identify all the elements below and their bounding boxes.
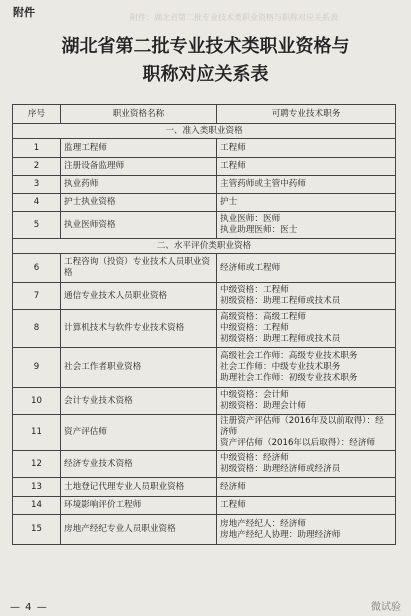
table-row bbox=[13, 158, 396, 176]
position-cell bbox=[217, 478, 396, 497]
position-cell bbox=[217, 348, 396, 388]
position-line: 工程师 bbox=[220, 142, 246, 153]
position-line: 注册资产评估师（2016年及以前取得）：经济师 bbox=[220, 416, 384, 437]
position-line: 房地产经纪人：经济师 bbox=[220, 518, 306, 529]
position-cell bbox=[217, 194, 396, 212]
position-line: 初级资格：助理经济师或经济员 bbox=[220, 464, 341, 474]
position-cell bbox=[217, 515, 396, 545]
position-line: 社会工作师：中级专业技术职务 bbox=[220, 362, 341, 372]
row-number: 1 bbox=[13, 139, 61, 158]
table-row bbox=[13, 478, 396, 497]
qualification-name: 执业药师 bbox=[61, 176, 217, 194]
row-number: 14 bbox=[13, 497, 61, 515]
row-number: 13 bbox=[13, 478, 61, 497]
header-qualification: 职业资格名称 bbox=[61, 105, 217, 124]
position-cell bbox=[217, 254, 396, 283]
qualification-name: 房地产经纪专业人员职业资格 bbox=[61, 515, 217, 545]
position-line: 初级资格：助理工程师或技术员 bbox=[220, 296, 341, 306]
row-number: 5 bbox=[13, 212, 61, 239]
table-row bbox=[13, 176, 396, 194]
row-number: 4 bbox=[13, 194, 61, 212]
position-line: 工程师 bbox=[220, 161, 246, 171]
table-row bbox=[13, 388, 396, 415]
qualification-name: 护士执业资格 bbox=[61, 194, 217, 212]
position-cell bbox=[217, 497, 396, 515]
qualification-name: 计算机技术与软件专业技术资格 bbox=[61, 310, 217, 348]
row-number: 2 bbox=[13, 158, 61, 176]
table-row bbox=[13, 283, 396, 310]
qualification-name: 会计专业技术资格 bbox=[61, 388, 217, 415]
position-line: 资产评估师（2016年以后取得）：经济师 bbox=[220, 438, 376, 448]
header-position: 可聘专业技术职务 bbox=[217, 105, 396, 124]
table-row bbox=[13, 415, 396, 451]
table-body bbox=[13, 124, 396, 545]
section-title: 二、水平评价类职业资格 bbox=[13, 239, 396, 254]
qualification-name: 执业医师资格 bbox=[61, 212, 217, 239]
document-title-line2: 职称对应关系表 bbox=[142, 64, 269, 85]
document-title-line1: 湖北省第二批专业技术类职业资格与 bbox=[61, 36, 350, 57]
qualification-name: 监理工程师 bbox=[61, 139, 217, 158]
table-row bbox=[13, 497, 396, 515]
table-row bbox=[13, 348, 396, 388]
row-number: 10 bbox=[13, 388, 61, 415]
row-number: 11 bbox=[13, 415, 61, 451]
position-line: 执业医师：医师 bbox=[220, 214, 281, 224]
qualification-name: 土地登记代理专业人员职业资格 bbox=[61, 478, 217, 497]
table-row bbox=[13, 139, 396, 158]
qualification-name: 社会工作者职业资格 bbox=[61, 348, 217, 388]
section-title: 一、准入类职业资格 bbox=[13, 124, 396, 139]
position-line: 经济师 bbox=[220, 481, 246, 492]
position-line: 高级社会工作师：高级专业技术职务 bbox=[220, 351, 358, 361]
table-header-row bbox=[13, 105, 396, 124]
position-line: 房地产经纪人协理：助理经济师 bbox=[220, 529, 341, 540]
header-number: 序号 bbox=[13, 105, 61, 124]
position-line: 中级资格：工程师 bbox=[220, 285, 289, 295]
page-number: — 4 — bbox=[10, 602, 48, 613]
position-line: 执业助理医师：医士 bbox=[220, 225, 298, 235]
attachment-label: 附件 bbox=[13, 6, 35, 19]
table-row bbox=[13, 212, 396, 239]
qualification-name: 环境影响评价工程师 bbox=[61, 497, 217, 515]
position-cell bbox=[217, 388, 396, 415]
position-line: 主管药师或主管中药师 bbox=[220, 179, 306, 189]
position-cell bbox=[217, 212, 396, 239]
position-line: 初级资格：助理工程师或技术员 bbox=[220, 334, 341, 344]
qualification-name: 经济专业技术资格 bbox=[61, 451, 217, 478]
qualification-name: 注册设备监理师 bbox=[61, 158, 217, 176]
row-number: 7 bbox=[13, 283, 61, 310]
position-line: 护士 bbox=[220, 197, 238, 207]
table-row bbox=[13, 194, 396, 212]
position-line: 初级资格：助理会计师 bbox=[220, 401, 306, 411]
position-cell bbox=[217, 139, 396, 158]
faded-header: 附件：湖北省第二批专业技术类职业资格与职称对应关系表 bbox=[130, 13, 338, 22]
position-line: 中级资格：会计师 bbox=[220, 390, 289, 400]
row-number: 6 bbox=[13, 254, 61, 283]
qualification-table bbox=[12, 104, 396, 545]
row-number: 15 bbox=[13, 515, 61, 545]
row-number: 9 bbox=[13, 348, 61, 388]
table-row bbox=[13, 310, 396, 348]
table-row bbox=[13, 515, 396, 545]
row-number: 3 bbox=[13, 176, 61, 194]
position-cell bbox=[217, 158, 396, 176]
section-row bbox=[13, 239, 396, 254]
table-row bbox=[13, 451, 396, 478]
position-cell bbox=[217, 310, 396, 348]
position-line: 高级资格：高级工程师 bbox=[220, 312, 306, 322]
row-number: 8 bbox=[13, 310, 61, 348]
position-line: 助理社会工作师：初级专业技术职务 bbox=[220, 373, 358, 383]
position-cell bbox=[217, 176, 396, 194]
position-line: 工程师 bbox=[220, 500, 246, 510]
position-cell bbox=[217, 283, 396, 310]
row-number: 12 bbox=[13, 451, 61, 478]
table-row bbox=[13, 254, 396, 283]
position-line: 中级资格：工程师 bbox=[220, 323, 289, 333]
section-row bbox=[13, 124, 396, 139]
qualification-name: 资产评估师 bbox=[61, 415, 217, 451]
qualification-name: 工程咨询（投资）专业技术人员职业资格 bbox=[61, 254, 217, 283]
position-cell bbox=[217, 451, 396, 478]
position-cell bbox=[217, 415, 396, 451]
position-line: 经济师或工程师 bbox=[220, 262, 281, 273]
watermark: 微试验 bbox=[371, 602, 401, 613]
qualification-name: 通信专业技术人员职业资格 bbox=[61, 283, 217, 310]
position-line: 中级资格：经济师 bbox=[220, 453, 289, 463]
